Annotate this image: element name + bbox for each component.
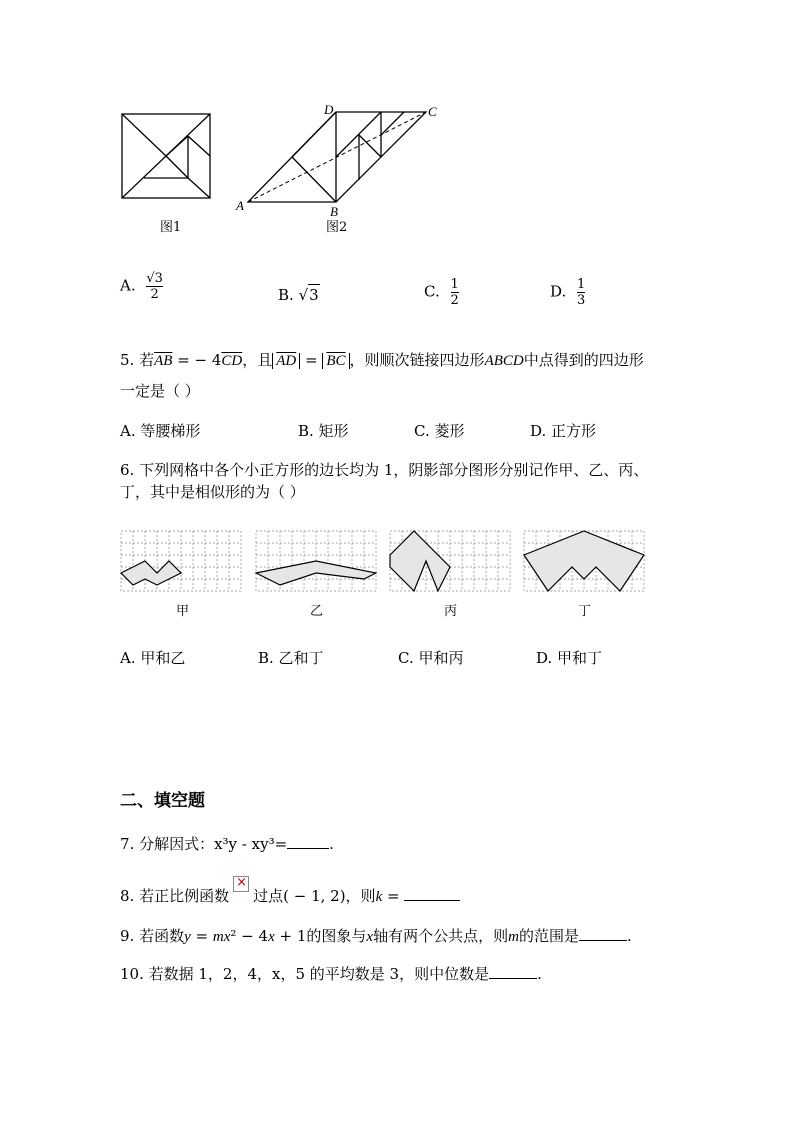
figure-1-tangram: [120, 112, 214, 202]
q5-option-a: A. 等腰梯形: [120, 422, 201, 440]
label-d: D: [324, 102, 334, 117]
grid-bing-caption: 丙: [444, 604, 458, 619]
q6-option-b: B. 乙和丁: [258, 649, 324, 667]
q6-option-d: D. 甲和丁: [536, 649, 603, 667]
section-2-title: 二、填空题: [120, 791, 205, 811]
q7-line: 7. 分解因式：x³y - xy³= .: [120, 835, 334, 853]
figure-1-caption: 图1: [160, 220, 182, 235]
grid-bing: [389, 530, 511, 592]
q8-line: 8. 若正比例函数× 过点( − 1, 2)，则k =: [120, 886, 460, 907]
q5-option-d: D. 正方形: [530, 422, 597, 440]
q4-option-b: B. √ 3: [278, 286, 319, 304]
grid-ding: [523, 530, 645, 592]
q6-line-1: 6. 下列网格中各个小正方形的边长均为 1，阴影部分图形分别记作甲、乙、丙、: [120, 461, 649, 479]
grid-yi: [255, 530, 377, 592]
grid-jia: [120, 530, 242, 592]
q5-line-1: 5. 若$\overline{AB}$ = − $4\overline{CD}$，且 $\overline{AD} = \overline{BC}$ ，则顺次链接四边形ABCD中点得到的四边形: [120, 351, 644, 369]
label-c: C: [428, 104, 437, 119]
q5-line-2: 一定是（ ）: [120, 382, 200, 400]
q6-option-a: A. 甲和乙: [120, 649, 186, 667]
q6-line-2: 丁，其中是相似形的为（ ）: [120, 483, 305, 501]
broken-image-icon: [233, 876, 249, 892]
grid-jia-caption: 甲: [176, 604, 190, 619]
figure-2-parallelogram: [232, 100, 447, 220]
grid-yi-caption: 乙: [310, 604, 324, 619]
q4-option-c: C. $\frac{1}{2}$: [424, 277, 459, 308]
q4-option-a: A. $\frac{√3}{2}$: [120, 271, 163, 302]
q10-line: 10. 若数据 1，2，4，x，5 的平均数是 3，则中位数是 .: [120, 965, 542, 983]
label-b: B: [330, 204, 338, 219]
label-a: A: [236, 198, 244, 213]
q6-option-c: C. 甲和丙: [398, 649, 464, 667]
figure-2-caption: 图2: [326, 220, 348, 235]
q4-option-d: D. $\frac{1}{3}$: [550, 277, 586, 308]
q5-option-b: B. 矩形: [298, 422, 349, 440]
grid-ding-caption: 丁: [578, 604, 592, 619]
q9-line: 9. 若函数y = mx² − 4x + 1的图象与x轴有两个公共点，则m的范围是 .: [120, 927, 632, 945]
q5-option-c: C. 菱形: [414, 422, 465, 440]
